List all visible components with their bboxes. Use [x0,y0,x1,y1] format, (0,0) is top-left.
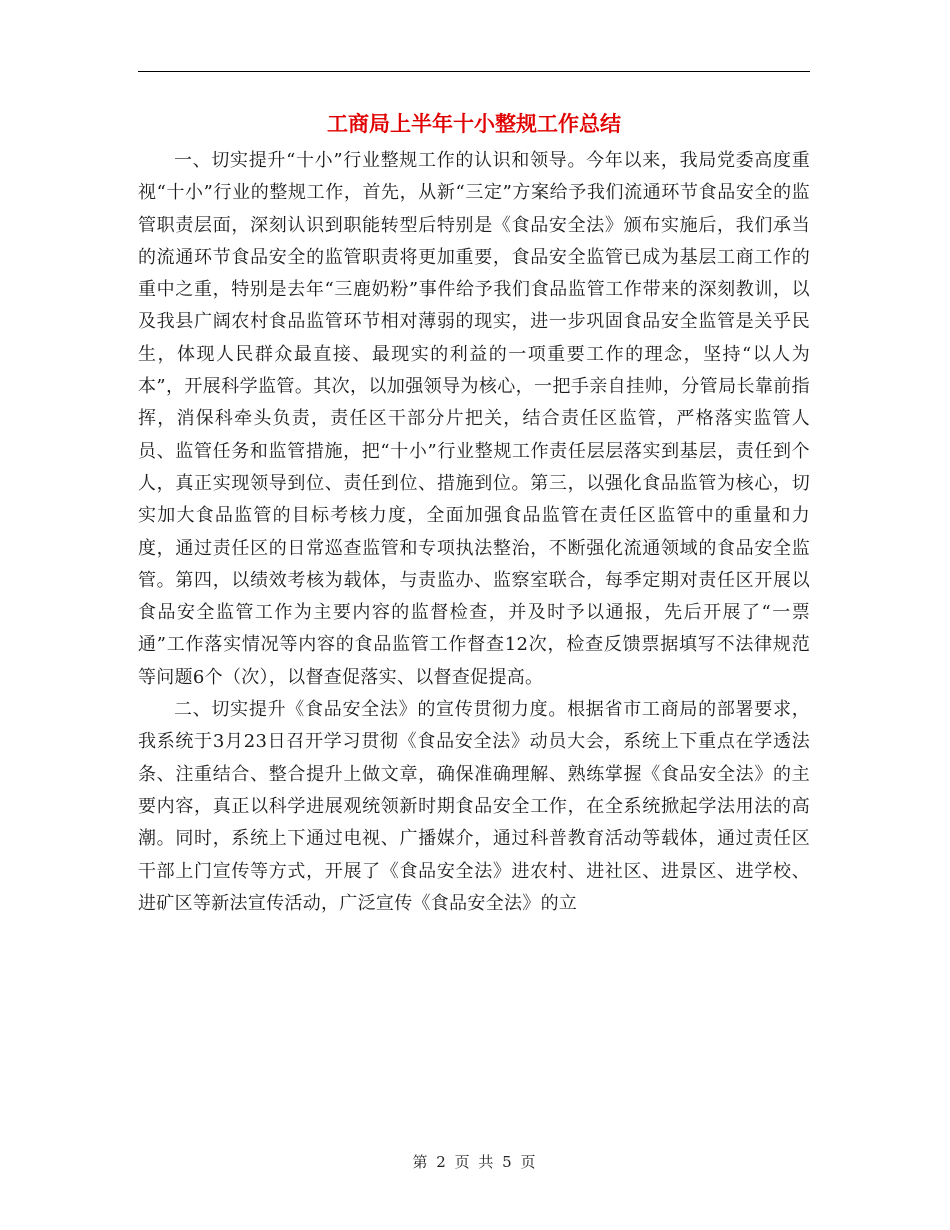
document-title: 工商局上半年十小整规工作总结 [327,111,621,136]
page-number: 第 2 页 共 5 页 [412,1153,538,1171]
paragraph-1: 一、切实提升“十小”行业整规工作的认识和领导。今年以来，我局党委高度重视“十小”行业的整规工作，首先，从新“三定”方案给予我们流通环节食品安全的监管职责层面，深刻认识到职能转型后特别是《食品安全法》颁布实施后，我们承当的流通环节食品安全的监管职责将更加重要，食品安全监管已成为基层工商工作的重中之重，特别是去年“三鹿奶粉”事件给予我们食品监管工作带来的深刻教训，以及我县广阔农村食品监管环节相对薄弱的现实，进一步巩固食品安全监管是关乎民生，体现人民群众最直接、最现实的利益的一项重要工作的理念，坚持“以人为本”，开展科学监管。其次，以加强领导为核心，一把手亲自挂帅，分管局长靠前指挥，消保科牵头负责，责任区干部分片把关，结合责任区监管，严格落实监管人员、监管任务和监管措施，把“十小”行业整规工作责任层层落实到基层，责任到个人，真正实现领导到位、责任到位、措施到位。第三，以强化食品监管为核心，切实加大食品监管的目标考核力度，全面加强食品监管在责任区监管中的重量和力度，通过责任区的日常巡查监管和专项执法整治，不断强化流通领域的食品安全监管。第四，以绩效考核为载体，与责监办、监察室联合，每季定期对责任区开展以食品安全监管工作为主要内容的监督检查，并及时予以通报，先后开展了“一票通”工作落实情况等内容的食品监管工作督查12次，检查反馈票据填写不法律规范等问题6个（次），以督查促落实、以督查促提高。 [138,150,810,688]
header-rule [138,71,810,72]
document-body [138,145,810,920]
paragraph-2: 二、切实提升《食品安全法》的宣传贯彻力度。根据省市工商局的部署要求，我系统于3月23日召开学习贯彻《食品安全法》动员大会，系统上下重点在学透法条、注重结合、整合提升上做文章，确保准确理解、熟练掌握《食品安全法》的主要内容，真正以科学进展观统领新时期食品安全工作，在全系统掀起学法用法的高潮。同时，系统上下通过电视、广播媒介，通过科普教育活动等载体，通过责任区干部上门宣传等方式，开展了《食品安全法》进农村、进社区、进景区、进学校、进矿区等新法宣传活动，广泛宣传《食品安全法》的立 [138,699,810,914]
